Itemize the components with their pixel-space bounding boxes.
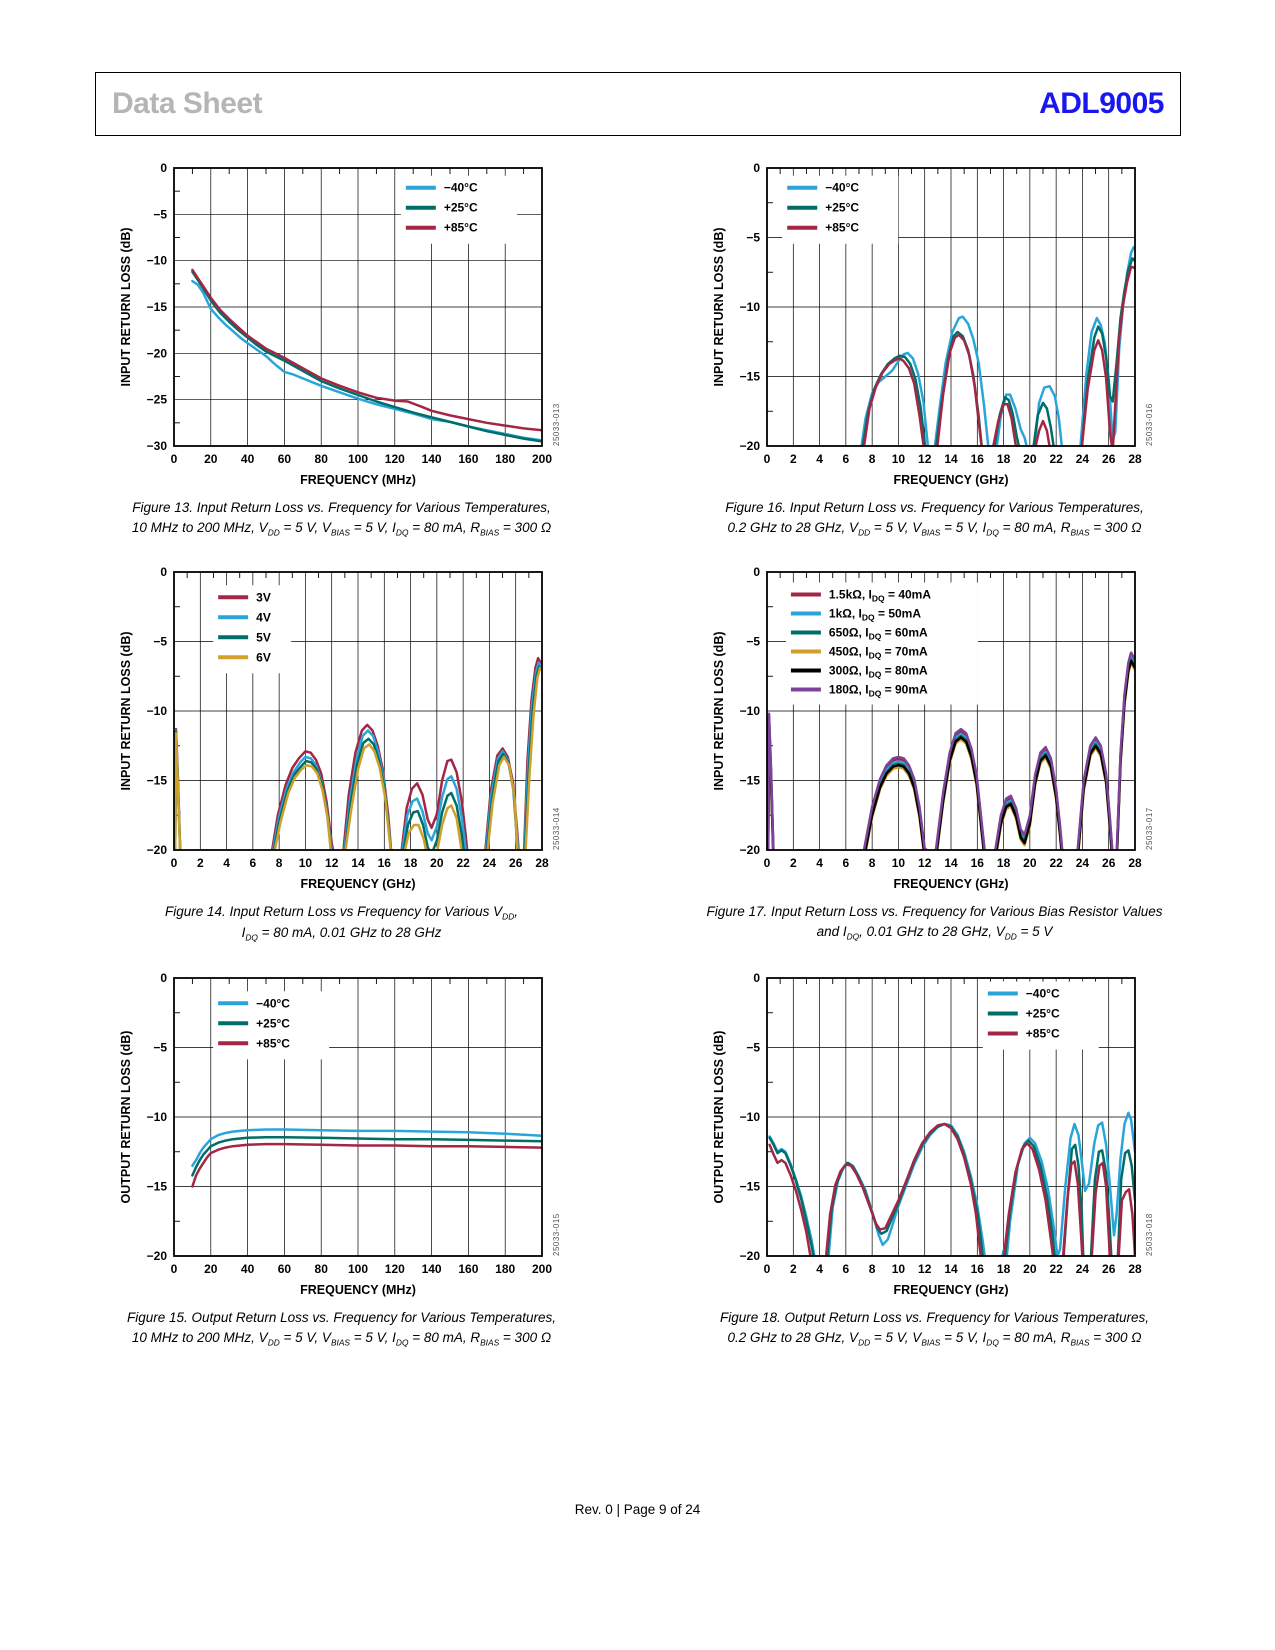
svg-text:−5: −5 — [745, 1040, 760, 1055]
svg-text:0: 0 — [752, 161, 760, 175]
svg-text:25033-015: 25033-015 — [551, 1213, 561, 1257]
svg-text:+85°C: +85°C — [824, 220, 859, 235]
svg-text:OUTPUT RETURN LOSS (dB): OUTPUT RETURN LOSS (dB) — [711, 1030, 726, 1204]
svg-text:14: 14 — [943, 1262, 958, 1277]
svg-text:−10: −10 — [146, 1110, 167, 1125]
svg-text:0: 0 — [159, 565, 167, 580]
svg-text:0: 0 — [752, 565, 760, 580]
svg-text:−40°C: −40°C — [255, 996, 290, 1011]
svg-text:20: 20 — [1022, 856, 1037, 871]
page-footer: Rev. 0 | Page 9 of 24 — [574, 1502, 701, 1517]
figure-13 — [95, 158, 588, 538]
svg-text:FREQUENCY (GHz): FREQUENCY (GHz) — [299, 877, 416, 892]
svg-text:−5: −5 — [745, 230, 760, 245]
doc-type-label: Data Sheet — [112, 87, 263, 120]
figure-15 — [95, 968, 588, 1348]
svg-text:10: 10 — [298, 856, 312, 871]
caption-line-1: Figure 13. Input Return Loss vs. Frequency for Various Temperatures, — [132, 500, 551, 515]
svg-text:22: 22 — [455, 856, 470, 871]
svg-text:6: 6 — [842, 452, 849, 466]
svg-text:40: 40 — [240, 1262, 254, 1277]
caption-line-2: 0.2 GHz to 28 GHz, $V_{DD} = 5$ V, $V_{BIAS} = 5$ V, $I_{DQ} = 80$ mA, $R_{BIAS} = 300$ Ω — [727, 519, 1142, 538]
svg-text:4: 4 — [222, 856, 230, 871]
svg-text:24: 24 — [1075, 1262, 1089, 1277]
svg-text:+25°C: +25°C — [255, 1016, 290, 1031]
figure-18-chart — [709, 968, 1161, 1302]
svg-text:−20: −20 — [146, 843, 167, 858]
svg-text:450Ω, IDQ = 70mA: 450Ω, $I_{DQ} = 70mA$ — [828, 644, 928, 661]
svg-text:0: 0 — [170, 856, 177, 871]
figure-16-caption — [725, 498, 1143, 538]
svg-text:200: 200 — [531, 1262, 552, 1277]
figure-14 — [95, 562, 588, 944]
svg-text:FREQUENCY (GHz): FREQUENCY (GHz) — [892, 877, 1009, 892]
figure-17-chart — [709, 562, 1161, 896]
svg-text:−5: −5 — [152, 207, 167, 222]
part-number: ADL9005 — [1039, 87, 1164, 120]
svg-text:18: 18 — [996, 856, 1010, 871]
svg-text:1kΩ, IDQ = 50mA: 1kΩ, $I_{DQ} = 50mA$ — [828, 606, 921, 623]
caption-line-1: Figure 14. Input Return Loss vs Frequency for Various $V_{DD}$, — [164, 904, 518, 923]
svg-text:80: 80 — [314, 1262, 328, 1277]
svg-text:12: 12 — [917, 452, 931, 466]
svg-text:0: 0 — [752, 971, 760, 986]
svg-text:12: 12 — [917, 1262, 931, 1277]
figure-16 — [688, 158, 1181, 538]
svg-text:−30: −30 — [146, 439, 167, 453]
svg-text:16: 16 — [970, 856, 984, 871]
svg-text:25033-018: 25033-018 — [1144, 1213, 1154, 1257]
svg-text:−5: −5 — [152, 1040, 167, 1055]
svg-text:22: 22 — [1048, 856, 1063, 871]
svg-text:24: 24 — [1075, 452, 1089, 466]
page-header — [95, 72, 1181, 136]
svg-text:26: 26 — [508, 856, 522, 871]
svg-text:25033-014: 25033-014 — [551, 807, 561, 851]
svg-text:28: 28 — [1127, 452, 1142, 466]
figure-15-chart — [116, 968, 568, 1302]
svg-text:25033-017: 25033-017 — [1144, 807, 1154, 851]
svg-text:22: 22 — [1048, 452, 1063, 466]
svg-text:22: 22 — [1048, 1262, 1063, 1277]
svg-text:−20: −20 — [739, 439, 760, 453]
svg-text:−20: −20 — [146, 346, 167, 361]
figures-grid — [95, 158, 1181, 1348]
svg-text:−15: −15 — [146, 300, 167, 314]
svg-text:0: 0 — [159, 971, 167, 986]
svg-text:40: 40 — [240, 452, 254, 466]
svg-text:200: 200 — [531, 452, 552, 466]
figure-15-caption — [127, 1308, 556, 1348]
svg-text:25033-013: 25033-013 — [551, 403, 561, 446]
svg-text:−5: −5 — [745, 634, 760, 649]
svg-text:−10: −10 — [739, 300, 760, 314]
svg-text:3V: 3V — [255, 590, 271, 605]
svg-text:−15: −15 — [146, 773, 167, 788]
svg-text:+25°C: +25°C — [443, 200, 478, 215]
svg-text:10: 10 — [891, 452, 905, 466]
svg-text:28: 28 — [1127, 1262, 1142, 1277]
svg-text:8: 8 — [868, 452, 875, 466]
svg-text:120: 120 — [384, 1262, 405, 1277]
svg-text:8: 8 — [275, 856, 282, 871]
svg-text:28: 28 — [534, 856, 549, 871]
svg-text:INPUT RETURN LOSS (dB): INPUT RETURN LOSS (dB) — [711, 227, 726, 387]
svg-text:0: 0 — [170, 452, 177, 466]
svg-text:8: 8 — [868, 856, 875, 871]
svg-text:FREQUENCY (GHz): FREQUENCY (GHz) — [892, 473, 1009, 487]
svg-text:140: 140 — [421, 452, 442, 466]
svg-text:2: 2 — [789, 1262, 797, 1277]
svg-text:+85°C: +85°C — [255, 1036, 290, 1051]
svg-text:18: 18 — [403, 856, 417, 871]
svg-text:18: 18 — [996, 452, 1010, 466]
svg-text:0: 0 — [763, 856, 770, 871]
svg-text:24: 24 — [1075, 856, 1089, 871]
svg-text:2: 2 — [789, 452, 797, 466]
svg-text:−15: −15 — [739, 369, 760, 384]
caption-line-1: Figure 15. Output Return Loss vs. Frequency for Various Temperatures, — [127, 1310, 556, 1326]
svg-text:80: 80 — [314, 452, 328, 466]
figure-18 — [688, 968, 1181, 1348]
caption-line-1: Figure 18. Output Return Loss vs. Frequency for Various Temperatures, — [720, 1310, 1149, 1326]
svg-text:6: 6 — [842, 856, 849, 871]
svg-text:−10: −10 — [146, 253, 167, 268]
svg-text:20: 20 — [1022, 1262, 1037, 1277]
svg-text:−25: −25 — [146, 392, 167, 407]
svg-text:−40°C: −40°C — [443, 180, 478, 195]
svg-text:18: 18 — [996, 1262, 1010, 1277]
svg-text:26: 26 — [1101, 1262, 1115, 1277]
caption-line-2: and $I_{DQ}$, 0.01 GHz to 28 GHz, $V_{DD} = 5$ V — [816, 923, 1053, 942]
svg-text:26: 26 — [1101, 452, 1115, 466]
svg-text:INPUT RETURN LOSS (dB): INPUT RETURN LOSS (dB) — [118, 227, 133, 387]
svg-text:650Ω, IDQ = 60mA: 650Ω, $I_{DQ} = 60mA$ — [828, 625, 928, 642]
svg-text:25033-016: 25033-016 — [1144, 403, 1154, 446]
svg-text:14: 14 — [943, 856, 958, 871]
svg-text:60: 60 — [277, 1262, 291, 1277]
svg-text:6V: 6V — [255, 650, 271, 665]
svg-text:20: 20 — [1022, 452, 1037, 466]
svg-text:−40°C: −40°C — [824, 180, 859, 195]
svg-text:−10: −10 — [146, 704, 167, 719]
svg-text:0: 0 — [763, 1262, 770, 1277]
svg-text:+85°C: +85°C — [443, 220, 478, 235]
svg-text:0: 0 — [159, 161, 167, 175]
svg-text:−10: −10 — [739, 704, 760, 719]
svg-text:100: 100 — [347, 1262, 368, 1277]
svg-text:2: 2 — [196, 856, 204, 871]
svg-text:+25°C: +25°C — [1025, 1006, 1060, 1021]
svg-text:12: 12 — [917, 856, 931, 871]
svg-text:14: 14 — [943, 452, 958, 466]
figure-16-chart — [709, 158, 1161, 492]
svg-text:−20: −20 — [146, 1249, 167, 1264]
figure-13-caption — [132, 498, 551, 538]
figure-14-caption — [165, 902, 518, 944]
caption-line-2: 0.2 GHz to 28 GHz, $V_{DD} = 5$ V, $V_{BIAS} = 5$ V, $I_{DQ} = 80$ mA, $R_{BIAS} = 300$ Ω — [727, 1329, 1142, 1348]
caption-line-2: $I_{DQ} = 80$ mA, 0.01 GHz to 28 GHz — [241, 925, 442, 943]
svg-text:−5: −5 — [152, 634, 167, 649]
svg-text:300Ω, IDQ = 80mA: 300Ω, $I_{DQ} = 80mA$ — [828, 663, 928, 680]
svg-text:10: 10 — [891, 856, 905, 871]
svg-text:120: 120 — [384, 452, 405, 466]
caption-line-2: 10 MHz to 200 MHz, $V_{DD} = 5$ V, $V_{BIAS} = 5$ V, $I_{DQ} = 80$ mA, $R_{BIAS} = 300$ Ω — [131, 519, 552, 538]
caption-line-1: Figure 16. Input Return Loss vs. Frequency for Various Temperatures, — [725, 500, 1144, 515]
svg-text:6: 6 — [842, 1262, 849, 1277]
caption-line-2: 10 MHz to 200 MHz, $V_{DD} = 5$ V, $V_{BIAS} = 5$ V, $I_{DQ} = 80$ mA, $R_{BIAS} = 300$ Ω — [131, 1329, 552, 1348]
svg-text:16: 16 — [377, 856, 391, 871]
svg-text:2: 2 — [789, 856, 797, 871]
svg-text:4V: 4V — [255, 610, 271, 625]
svg-text:+85°C: +85°C — [1025, 1026, 1060, 1041]
svg-text:26: 26 — [1101, 856, 1115, 871]
svg-text:INPUT RETURN LOSS (dB): INPUT RETURN LOSS (dB) — [118, 631, 133, 791]
svg-text:16: 16 — [970, 1262, 984, 1277]
svg-text:16: 16 — [970, 452, 984, 466]
svg-text:−20: −20 — [739, 1249, 760, 1264]
svg-text:180: 180 — [494, 452, 515, 466]
svg-text:−15: −15 — [739, 773, 760, 788]
svg-text:180Ω, IDQ = 90mA: 180Ω, $I_{DQ} = 90mA$ — [828, 682, 928, 699]
svg-text:180: 180 — [494, 1262, 515, 1277]
svg-text:160: 160 — [457, 452, 478, 466]
svg-text:10: 10 — [891, 1262, 905, 1277]
svg-text:20: 20 — [203, 452, 217, 466]
svg-text:60: 60 — [277, 452, 291, 466]
svg-text:4: 4 — [815, 452, 823, 466]
svg-text:FREQUENCY (MHz): FREQUENCY (MHz) — [299, 1283, 416, 1298]
svg-text:OUTPUT RETURN LOSS (dB): OUTPUT RETURN LOSS (dB) — [118, 1030, 133, 1204]
svg-text:FREQUENCY (GHz): FREQUENCY (GHz) — [892, 1283, 1009, 1298]
svg-text:4: 4 — [815, 856, 823, 871]
svg-text:100: 100 — [347, 452, 368, 466]
svg-text:5V: 5V — [255, 630, 271, 645]
figure-18-caption — [720, 1308, 1149, 1348]
svg-text:20: 20 — [429, 856, 444, 871]
svg-text:140: 140 — [421, 1262, 442, 1277]
svg-text:24: 24 — [482, 856, 496, 871]
svg-text:−10: −10 — [739, 1110, 760, 1125]
svg-text:−15: −15 — [146, 1179, 167, 1194]
figure-17 — [688, 562, 1181, 944]
svg-text:−40°C: −40°C — [1025, 986, 1060, 1001]
svg-text:28: 28 — [1127, 856, 1142, 871]
svg-text:1.5kΩ, IDQ = 40mA: 1.5kΩ, $I_{DQ} = 40mA$ — [828, 587, 931, 604]
svg-text:INPUT RETURN LOSS (dB): INPUT RETURN LOSS (dB) — [711, 631, 726, 791]
svg-text:8: 8 — [868, 1262, 875, 1277]
figure-13-chart — [116, 158, 568, 492]
svg-text:20: 20 — [203, 1262, 217, 1277]
figure-17-caption — [707, 902, 1163, 942]
figure-14-chart — [116, 562, 568, 896]
svg-text:12: 12 — [324, 856, 338, 871]
svg-text:−15: −15 — [739, 1179, 760, 1194]
svg-text:FREQUENCY (MHz): FREQUENCY (MHz) — [299, 473, 416, 487]
svg-text:−20: −20 — [739, 843, 760, 858]
svg-text:0: 0 — [170, 1262, 177, 1277]
svg-text:4: 4 — [815, 1262, 823, 1277]
svg-text:+25°C: +25°C — [824, 200, 859, 215]
svg-text:6: 6 — [249, 856, 256, 871]
svg-text:0: 0 — [763, 452, 770, 466]
svg-text:160: 160 — [457, 1262, 478, 1277]
svg-text:14: 14 — [350, 856, 365, 871]
caption-line-1: Figure 17. Input Return Loss vs. Frequency for Various Bias Resistor Values — [706, 904, 1163, 920]
